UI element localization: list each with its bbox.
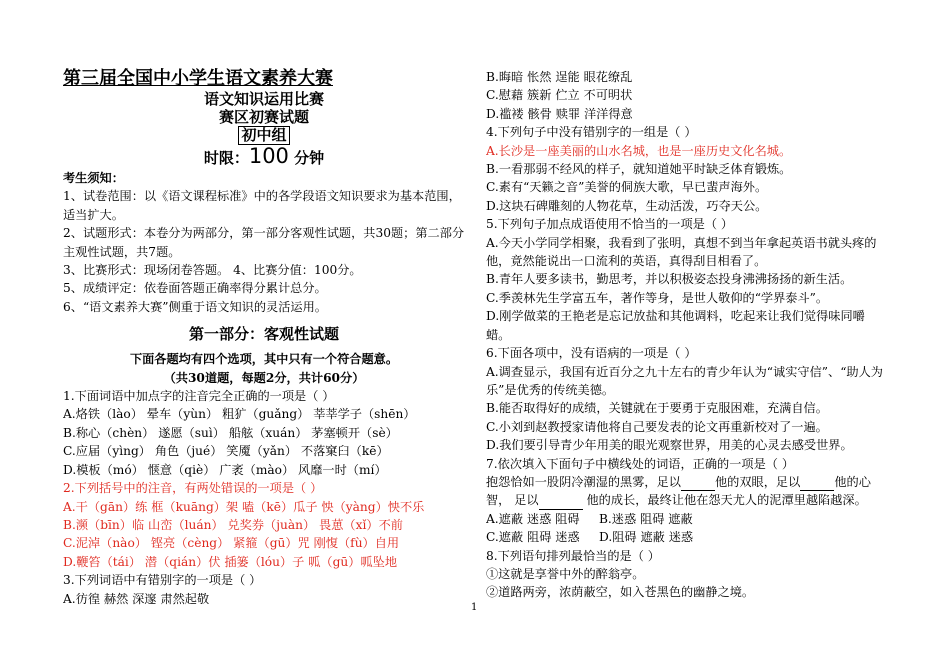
part1-instruction-1: 下面各题均有四个选项，其中只有一个符合题意。 bbox=[129, 352, 399, 367]
exam-subtitle-2: 赛区初赛试题 bbox=[218, 108, 309, 126]
part1-title: 第一部分：客观性试题 bbox=[188, 325, 339, 344]
q5-option-d: D.刚学做菜的王艳老是忘记放盐和其他调料，吃起来让我们觉得味同嚼蜡。 bbox=[486, 309, 865, 342]
group-label: 初中组 bbox=[238, 126, 289, 145]
q1-option-a: A.烙铁（lào） 晕车（yùn） 粗犷（guǎng） 莘莘学子（shēn） bbox=[63, 407, 416, 422]
q4-option-d: D.这块石碑雕刻的人物花草，生动活泼，巧夺天公。 bbox=[486, 198, 768, 213]
q3-option-a: A.彷徨 赫然 深邃 肃然起敬 bbox=[63, 591, 210, 606]
time-limit bbox=[63, 145, 465, 169]
q6-option-a: A.调查显示，我国有近百分之九十左右的青少年认为“诚实守信”、“助人为乐”是优秀的传统美德。 bbox=[486, 364, 883, 397]
notice-item-3: 3、比赛形式：现场闭卷答题。 4、比赛分值：100分。 bbox=[63, 263, 362, 278]
q8-sentence-1: ①这就是享誉中外的醉翁亭。 bbox=[486, 566, 645, 581]
exam-main-title: 第三届全国中小学生语文素养大赛 bbox=[63, 68, 333, 89]
notice-item-4: 5、成绩评定：依卷面答题正确率得分累计总分。 bbox=[63, 281, 327, 296]
q7-stem: 7.依次填入下面句子中横线处的词语，正确的一项是（ ） bbox=[486, 456, 795, 471]
group-label-wrapper bbox=[63, 126, 465, 145]
q1-option-d: D.模板（mó） 惬意（qiè） 广袤（mào） 风靡一时（mí） bbox=[63, 462, 387, 477]
page-number: 1 bbox=[471, 602, 478, 613]
q8-sentence-2: ②道路两旁，浓荫蔽空，如入苍黑色的幽静之境。 bbox=[486, 585, 755, 600]
time-unit: 分钟 bbox=[294, 149, 325, 167]
q7-passage-part-3: 他的 bbox=[834, 474, 859, 489]
q5-option-b: B.青年人要多读书，勤思考，并以积极姿态投身沸沸扬扬的新生活。 bbox=[486, 272, 853, 287]
q6-option-d: D.我们要引导青少年用美的眼光观察世界，用美的心灵去感受世界。 bbox=[486, 438, 853, 453]
q7-option-a: A.遮蔽 迷惑 阻碍 bbox=[486, 511, 580, 526]
time-label: 时限： bbox=[203, 149, 249, 167]
q6-option-b: B.能否取得好的成绩，关键就在于要勇于克服困难，充满自信。 bbox=[486, 401, 828, 416]
q7-passage-part-5: 他的成长，最终让他在怨天尤人的泥潭里越陷越深。 bbox=[582, 493, 867, 508]
q8-stem: 8.下列语句排列最恰当的是（ ） bbox=[486, 548, 660, 563]
q7-blank-3 bbox=[539, 495, 583, 510]
q7-passage bbox=[486, 473, 888, 510]
part1-instruction-2: （共30道题，每题2分，共计60分） bbox=[163, 370, 365, 385]
q4-option-a: A.长沙是一座美丽的山水名城，也是一座历史文化名城。 bbox=[486, 143, 792, 158]
q7-option-b: B.迷惑 阻碍 遮蔽 bbox=[598, 511, 693, 526]
time-value: 100 bbox=[248, 144, 289, 168]
q7-passage-part-2: 他的双眼，足以 bbox=[715, 474, 801, 489]
left-column bbox=[63, 68, 465, 608]
q7-passage-part-1: 抱怨恰如一股阴冷潮湿的黑雾，足以 bbox=[486, 474, 681, 489]
q4-option-b: B.一看那弱不经风的样子，就知道她平时缺乏体育锻炼。 bbox=[486, 162, 792, 177]
q3-stem: 3.下列词语中有错别字的一项是（ ） bbox=[63, 573, 262, 588]
q4-stem: 4.下列句子中没有错别字的一组是（ ） bbox=[486, 125, 697, 140]
q6-option-c: C.小刘到赵教授家请他将自己要发表的论文再重新校对了一遍。 bbox=[486, 419, 828, 434]
notice-heading: 考生须知： bbox=[63, 171, 124, 185]
q3-option-b: B.晦暗 怅然 逞能 眼花缭乱 bbox=[486, 70, 633, 84]
q7-blank-2 bbox=[800, 476, 834, 491]
notice-item-2: 2、试题形式：本卷分为两部分，第一部分客观性试题，共30题；第二部分主观性试题，共7题。 bbox=[63, 226, 465, 259]
q7-passage-part-4: 心智， 足以 bbox=[486, 474, 871, 508]
q7-blank-1 bbox=[681, 476, 715, 491]
q1-option-c: C.应届（yìng） 角色（jué） 笑魇（yǎn） 不落窠臼（kē） bbox=[63, 444, 389, 459]
q4-option-c: C.素有“天籁之音”美誉的侗族大歌，早已蜚声海外。 bbox=[486, 180, 768, 195]
notice-item-5: 6、“语文素养大赛”侧重于语文知识的灵活运用。 bbox=[63, 299, 327, 314]
q7-options-row-2 bbox=[486, 528, 888, 546]
q7-option-d: D.阻碍 遮蔽 迷惑 bbox=[599, 530, 694, 545]
q2-option-c: C.泥淖（nào） 铿亮（cèng） 紧箍（gū）咒 刚愎（fù）自用 bbox=[63, 536, 400, 551]
q7-option-c: C.遮蔽 阻碍 迷惑 bbox=[486, 530, 580, 545]
q1-option-b: B.称心（chèn） 遂愿（suì） 船舷（xuán） 茅塞顿开（sè） bbox=[63, 425, 398, 440]
notice-item-1: 1、试卷范围：以《语文课程标准》中的各学段语文知识要求为基本范围，适当扩大。 bbox=[63, 189, 461, 222]
q7-options-row-1 bbox=[486, 510, 888, 528]
q2-stem: 2.下列括号中的注音，有两处错误的一项是（ ） bbox=[63, 481, 323, 496]
q5-option-c: C.季羡林先生学富五车，著作等身，是世人敬仰的“学界泰斗”。 bbox=[486, 290, 829, 305]
q2-option-b: B.濒（bīn）临 山峦（luán） 兑奖券（juàn） 畏葸（xǐ）不前 bbox=[63, 517, 403, 532]
q6-stem: 6.下面各项中，没有语病的一项是（ ） bbox=[486, 346, 697, 361]
q5-option-a: A.今天小学同学相聚，我看到了张明，真想不到当年拿起英语书就头疼的他，竟然能说出一口流利的英语，真得刮目相看了。 bbox=[486, 235, 877, 269]
q3-option-d: D.褴褛 骸骨 赎罪 洋洋得意 bbox=[486, 106, 633, 121]
exam-subtitle-1: 语文知识运用比赛 bbox=[203, 90, 324, 108]
q5-stem: 5.下列句子加点成语使用不恰当的一项是（ ） bbox=[486, 217, 734, 232]
q2-option-d: D.鞭笞（tái） 潜（qián）伏 插篓（lóu）子 呱（gū）呱坠地 bbox=[63, 554, 398, 569]
q3-option-c: C.慰藉 簇新 伫立 不可明状 bbox=[486, 88, 633, 103]
right-column bbox=[486, 68, 888, 602]
q2-option-a: A.干（gān）练 框（kuāng）架 嗑（kē）瓜子 怏（yàng）怏不乐 bbox=[63, 499, 425, 514]
q1-stem: 1.下面词语中加点字的注音完全正确的一项是（ ） bbox=[63, 389, 335, 404]
